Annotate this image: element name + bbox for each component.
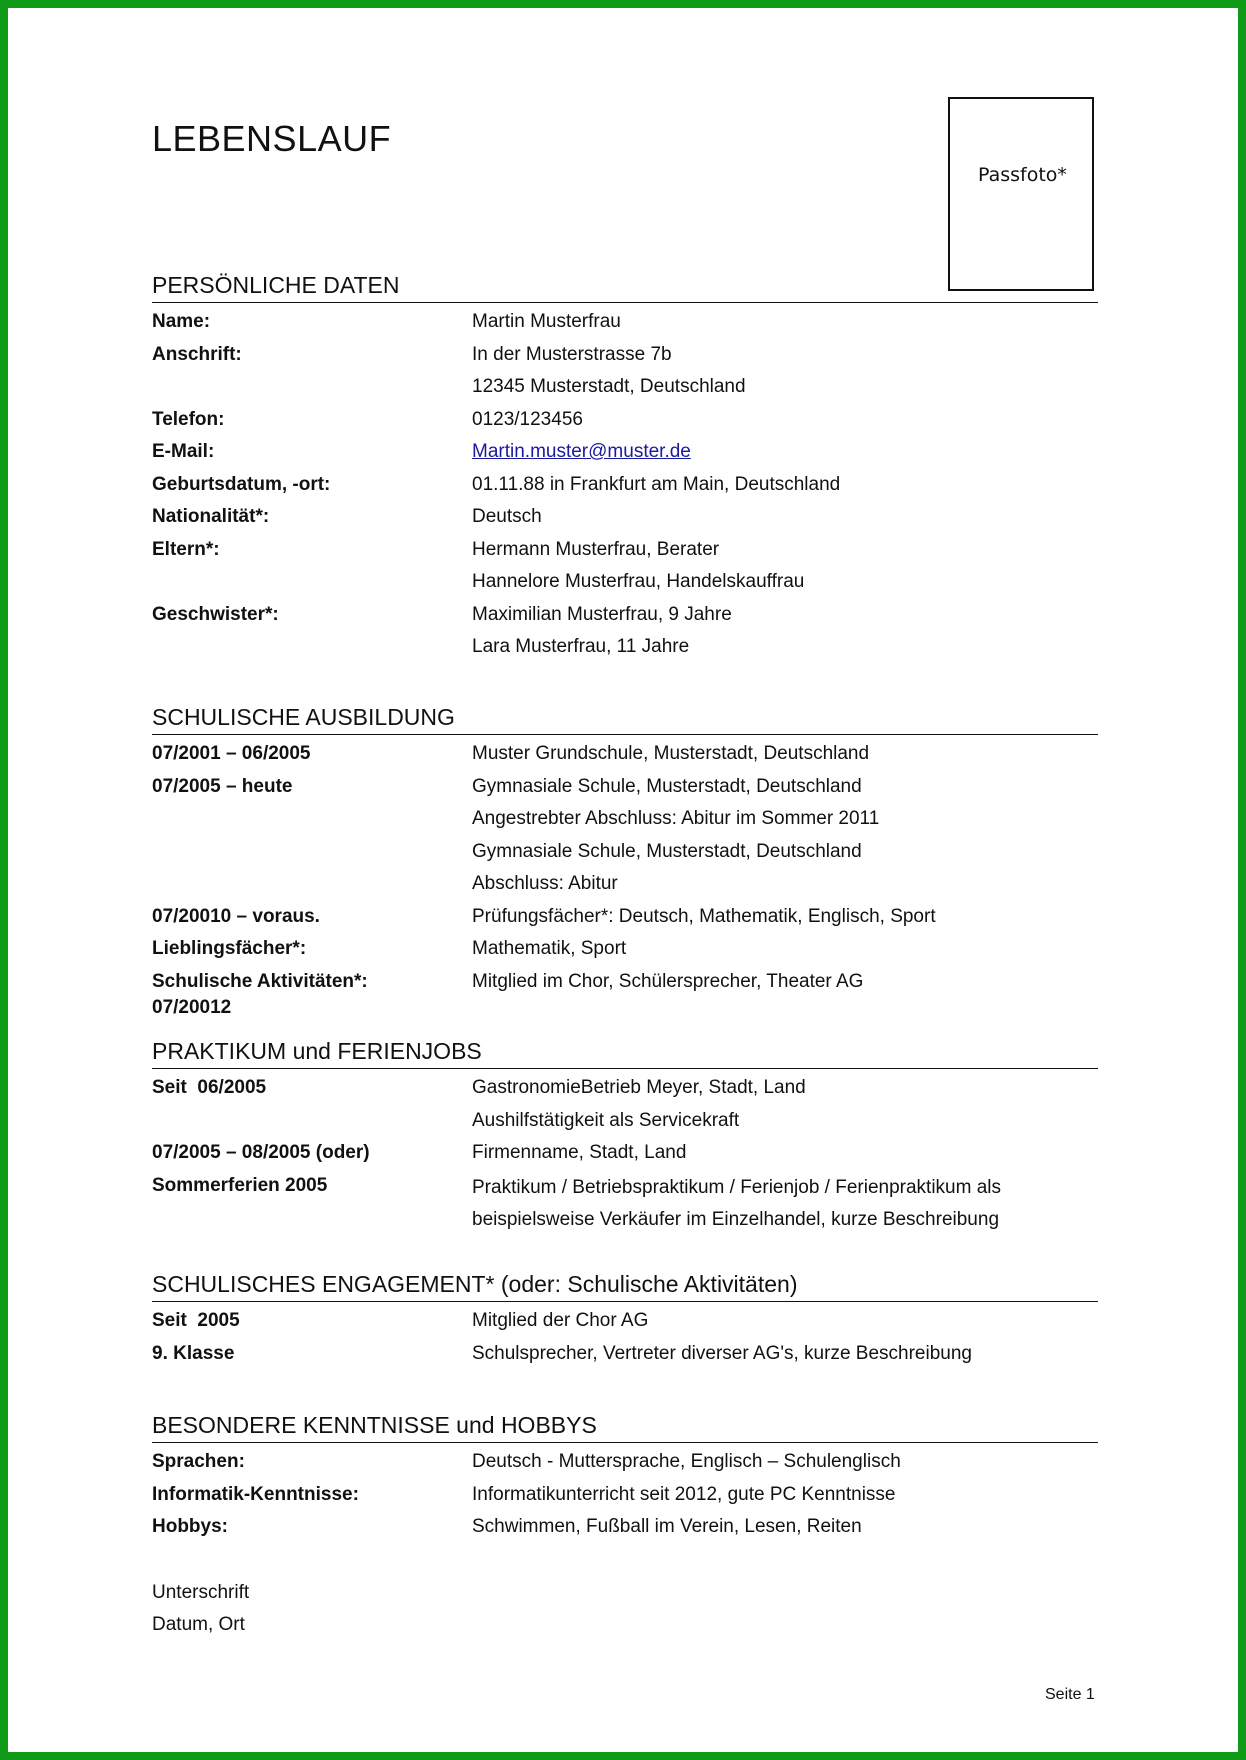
row-label: Sprachen: — [152, 1451, 245, 1472]
section-heading: PERSÖNLICHE DATEN — [152, 271, 1098, 303]
row-value: Deutsch - Muttersprache, Englisch – Schulenglisch — [472, 1451, 901, 1472]
row-label: Telefon: — [152, 408, 225, 430]
row-value: Informatikunterricht seit 2012, gute PC Kenntnisse — [472, 1483, 896, 1505]
section-heading: SCHULISCHE AUSBILDUNG — [152, 703, 1098, 735]
row-engagement-2 — [152, 1338, 1098, 1371]
row-value: Hermann Musterfrau, Berater — [472, 538, 720, 560]
page-title: LEBENSLAUF — [152, 118, 392, 159]
row-value: GastronomieBetrieb Meyer, Stadt, Land — [472, 1077, 806, 1098]
row-value: Lara Musterfrau, 11 Jahre — [472, 636, 690, 657]
row-value: Schwimmen, Fußball im Verein, Lesen, Reiten — [472, 1516, 862, 1537]
row-address — [152, 339, 1098, 404]
row-label: Geburtsdatum, -ort: — [152, 473, 331, 495]
section-heading: BESONDERE KENNTNISSE und HOBBYS — [152, 1411, 1098, 1443]
row-value: Gymnasiale Schule, Musterstadt, Deutschland — [472, 840, 862, 862]
row-value: Muster Grundschule, Musterstadt, Deutschland — [472, 743, 870, 764]
section-heading: SCHULISCHES ENGAGEMENT* (oder: Schulische Aktivitäten) — [152, 1270, 1098, 1302]
row-job-3 — [152, 1170, 1098, 1237]
section-skills — [152, 1411, 1098, 1544]
row-value: Deutsch — [472, 506, 542, 527]
row-value: 0123/123456 — [472, 408, 583, 430]
section-engagement — [152, 1270, 1098, 1370]
row-label: Seit 2005 — [152, 1310, 240, 1331]
closing-block — [152, 1577, 249, 1641]
row-languages — [152, 1446, 1098, 1479]
row-value: Praktikum / Betriebspraktikum / Ferienjob / Ferienpraktikum als — [472, 1176, 1002, 1198]
row-value: Mitglied der Chor AG — [472, 1310, 649, 1331]
row-label: Geschwister*: — [152, 603, 279, 625]
row-value: Maximilian Musterfrau, 9 Jahre — [472, 603, 732, 625]
row-value: Gymnasiale Schule, Musterstadt, Deutschland — [472, 775, 862, 797]
section-personal — [152, 271, 1098, 664]
signature-label: Unterschrift — [152, 1582, 250, 1603]
row-value: Schulsprecher, Vertreter diverser AG's, kurze Beschreibung — [472, 1342, 972, 1364]
row-school-activities — [152, 966, 1098, 999]
section-school — [152, 703, 1098, 1018]
row-engagement-1 — [152, 1305, 1098, 1338]
row-label: Eltern*: — [152, 538, 220, 560]
section-jobs — [152, 1037, 1098, 1237]
row-label: Hobbys: — [152, 1516, 228, 1537]
row-value: Abschluss: Abitur — [472, 873, 618, 894]
passport-photo-placeholder — [948, 97, 1094, 291]
row-value: Prüfungsfächer*: Deutsch, Mathematik, Englisch, Sport — [472, 905, 936, 927]
row-value: Martin Musterfrau — [472, 311, 621, 332]
row-label: Nationalität*: — [152, 506, 270, 527]
row-siblings — [152, 599, 1098, 664]
row-label-line: 07/20012 — [152, 996, 232, 1018]
row-label: Sommerferien 2005 — [152, 1174, 328, 1196]
row-label: 9. Klasse — [152, 1342, 235, 1364]
row-value: Hannelore Musterfrau, Handelskauffrau — [472, 571, 805, 592]
row-label: E-Mail: — [152, 441, 215, 462]
row-label: Lieblingsfächer*: — [152, 938, 307, 959]
page-number: Seite 1 — [1045, 1686, 1095, 1703]
section-heading: PRAKTIKUM und FERIENJOBS — [152, 1037, 1098, 1069]
row-school-1 — [152, 738, 1098, 771]
row-label: Informatik-Kenntnisse: — [152, 1483, 359, 1505]
row-it-skills — [152, 1479, 1098, 1512]
row-hobbies — [152, 1511, 1098, 1544]
email-link[interactable]: Martin.muster@muster.de — [472, 441, 691, 462]
row-label: Anschrift: — [152, 343, 242, 365]
row-value: In der Musterstrasse 7b — [472, 343, 672, 365]
photo-label: Passfoto* — [978, 164, 1067, 186]
row-favorite-subjects — [152, 933, 1098, 966]
row-value: Angestrebter Abschluss: Abitur im Sommer 2011 — [472, 808, 880, 829]
row-label: 07/2005 – heute — [152, 775, 293, 797]
row-parents — [152, 534, 1098, 599]
row-name — [152, 306, 1098, 339]
row-value: Mathematik, Sport — [472, 938, 627, 959]
row-label-line: 07/20010 – voraus. — [152, 905, 320, 927]
row-value: 01.11.88 in Frankfurt am Main, Deutschland — [472, 473, 841, 495]
row-school-2 — [152, 771, 1098, 836]
row-email — [152, 436, 1098, 469]
row-phone — [152, 404, 1098, 437]
date-place-label: Datum, Ort — [152, 1614, 245, 1635]
row-value: Mitglied im Chor, Schülersprecher, Theater AG — [472, 970, 864, 992]
row-label: Name: — [152, 311, 211, 332]
row-label: 07/2005 – 08/2005 (oder) — [152, 1142, 370, 1163]
row-label: Seit 06/2005 — [152, 1077, 267, 1098]
row-job-1 — [152, 1072, 1098, 1137]
row-value: Firmenname, Stadt, Land — [472, 1142, 687, 1163]
row-value: Aushilfstätigkeit als Servicekraft — [472, 1109, 740, 1131]
row-nationality — [152, 501, 1098, 534]
row-birth — [152, 469, 1098, 502]
row-label: Schulische Aktivitäten*: — [152, 970, 368, 992]
row-job-2 — [152, 1137, 1098, 1170]
row-value: beispielsweise Verkäufer im Einzelhandel, kurze Beschreibung — [472, 1209, 1000, 1230]
row-label: 07/2001 – 06/2005 — [152, 743, 311, 764]
row-value: 12345 Musterstadt, Deutschland — [472, 376, 746, 397]
